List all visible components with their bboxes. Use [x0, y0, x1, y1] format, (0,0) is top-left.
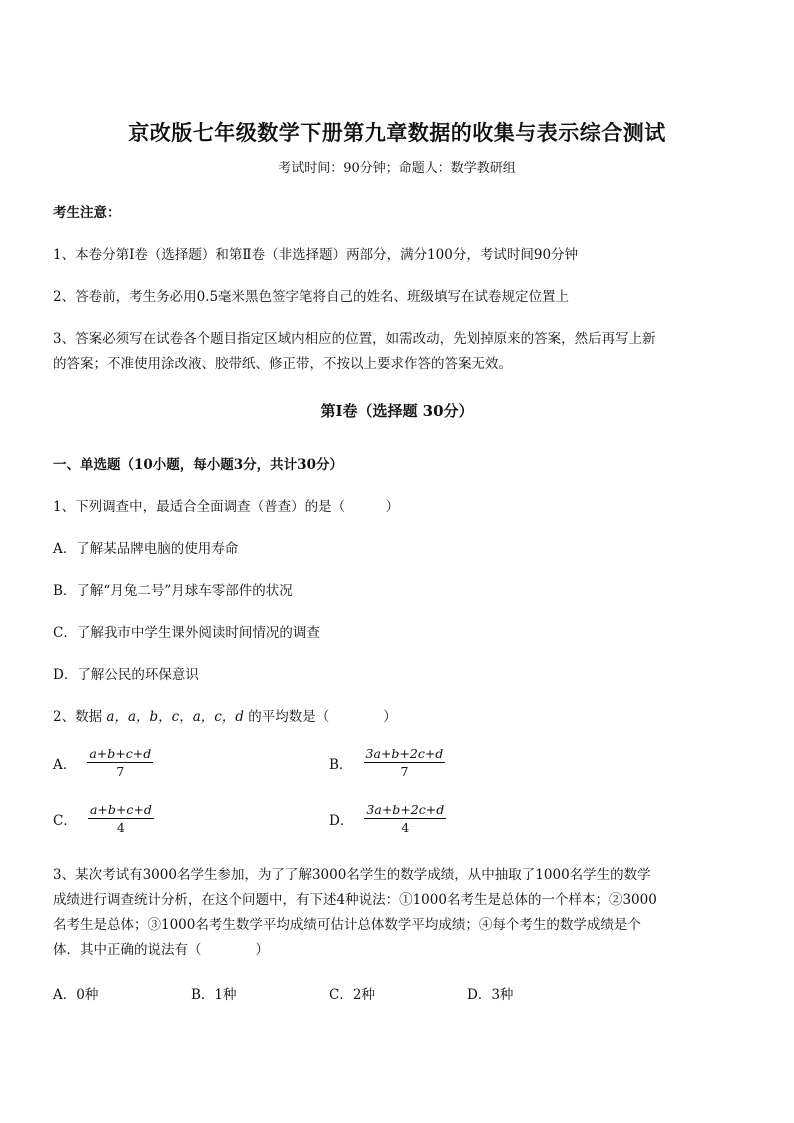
- fraction: [364, 802, 446, 835]
- question-3-option-d: D．3种: [467, 987, 514, 1003]
- notice-item-3: 3、答案必须写在试卷各个题目指定区域内相应的位置，如需改动，先划掉原来的答案，然后再写上新: [53, 331, 656, 347]
- notice-item-3-cont: 的答案；不准使用涂改液、胶带纸、修正带，不按以上要求作答的答案无效。: [53, 356, 512, 372]
- option-label: A．: [53, 756, 77, 773]
- question-3-option-c: C．2种: [329, 987, 375, 1003]
- question-2-stem-prefix: 2、数据: [53, 709, 103, 725]
- fraction: [87, 746, 153, 779]
- fraction: [88, 802, 154, 835]
- fraction: [364, 746, 446, 779]
- question-3-line-3: 名考生是总体；③1000名考生数学平均成绩可估计总体数学平均成绩；④每个考生的数学成绩是个: [53, 917, 641, 933]
- fraction-denominator: 4: [401, 820, 410, 835]
- fraction-numerator: a+b+c+d: [89, 802, 152, 817]
- question-3-line-2: 成绩进行调查统计分析，在这个问题中，有下述4种说法：①1000名考生是总体的一个样本；②3000: [53, 892, 657, 908]
- fraction-denominator: 4: [116, 820, 125, 835]
- option-label: B．: [329, 756, 353, 773]
- question-3-option-a: A．0种: [53, 987, 99, 1003]
- fraction-numerator: a+b+c+d: [89, 746, 152, 761]
- fraction-numerator: 3a+b+2c+d: [366, 802, 445, 817]
- question-2-stem-suffix: 的平均数是（ ）: [248, 709, 397, 725]
- page-title: 京改版七年级数学下册第九章数据的收集与表示综合测试: [128, 120, 666, 145]
- question-3-line-4: 体．其中正确的说法有（ ）: [53, 942, 269, 958]
- notice-item-2: 2、答卷前，考生务必用0.5毫米黑色签字笔将自己的姓名、班级填写在试卷规定位置上: [53, 289, 570, 305]
- exam-info: 考试时间：90分钟；命题人：数学教研组: [278, 161, 516, 176]
- notice-heading: 考生注意：: [53, 205, 121, 221]
- question-1-option-b: B．了解“月兔二号”月球车零部件的状况: [53, 583, 293, 599]
- question-3-option-b: B．1种: [191, 987, 237, 1003]
- question-2-option-b: [329, 746, 445, 779]
- question-1-stem: 1、下列调查中，最适合全面调查（普查）的是（ ）: [53, 499, 400, 515]
- fraction-denominator: 7: [400, 764, 409, 779]
- question-1-option-c: C．了解我市中学生课外阅读时间情况的调查: [53, 625, 320, 641]
- section-title: 第Ⅰ卷（选择题 30分）: [320, 402, 474, 420]
- fraction-numerator: 3a+b+2c+d: [365, 746, 444, 761]
- question-3-line-1: 3、某次考试有3000名学生参加，为了了解3000名学生的数学成绩，从中抽取了1000名学生的数学: [53, 867, 651, 883]
- question-2-option-c: [53, 802, 154, 835]
- question-2-option-d: [329, 802, 446, 835]
- question-1-option-a: A．了解某品牌电脑的使用寿命: [53, 541, 239, 557]
- part-heading: 一、单选题（10小题，每小题3分，共计30分）: [53, 457, 343, 473]
- question-2-stem: [53, 705, 397, 725]
- option-label: C．: [53, 812, 77, 829]
- fraction-denominator: 7: [116, 764, 125, 779]
- question-2-option-a: [53, 746, 153, 779]
- question-1-option-d: D．了解公民的环保意识: [53, 667, 199, 683]
- question-2-data: a，a，b，c，a，c，d: [106, 709, 244, 725]
- notice-item-1: 1、本卷分第Ⅰ卷（选择题）和第Ⅱ卷（非选择题）两部分，满分100分，考试时间90分钟: [53, 247, 579, 263]
- option-label: D．: [329, 812, 354, 829]
